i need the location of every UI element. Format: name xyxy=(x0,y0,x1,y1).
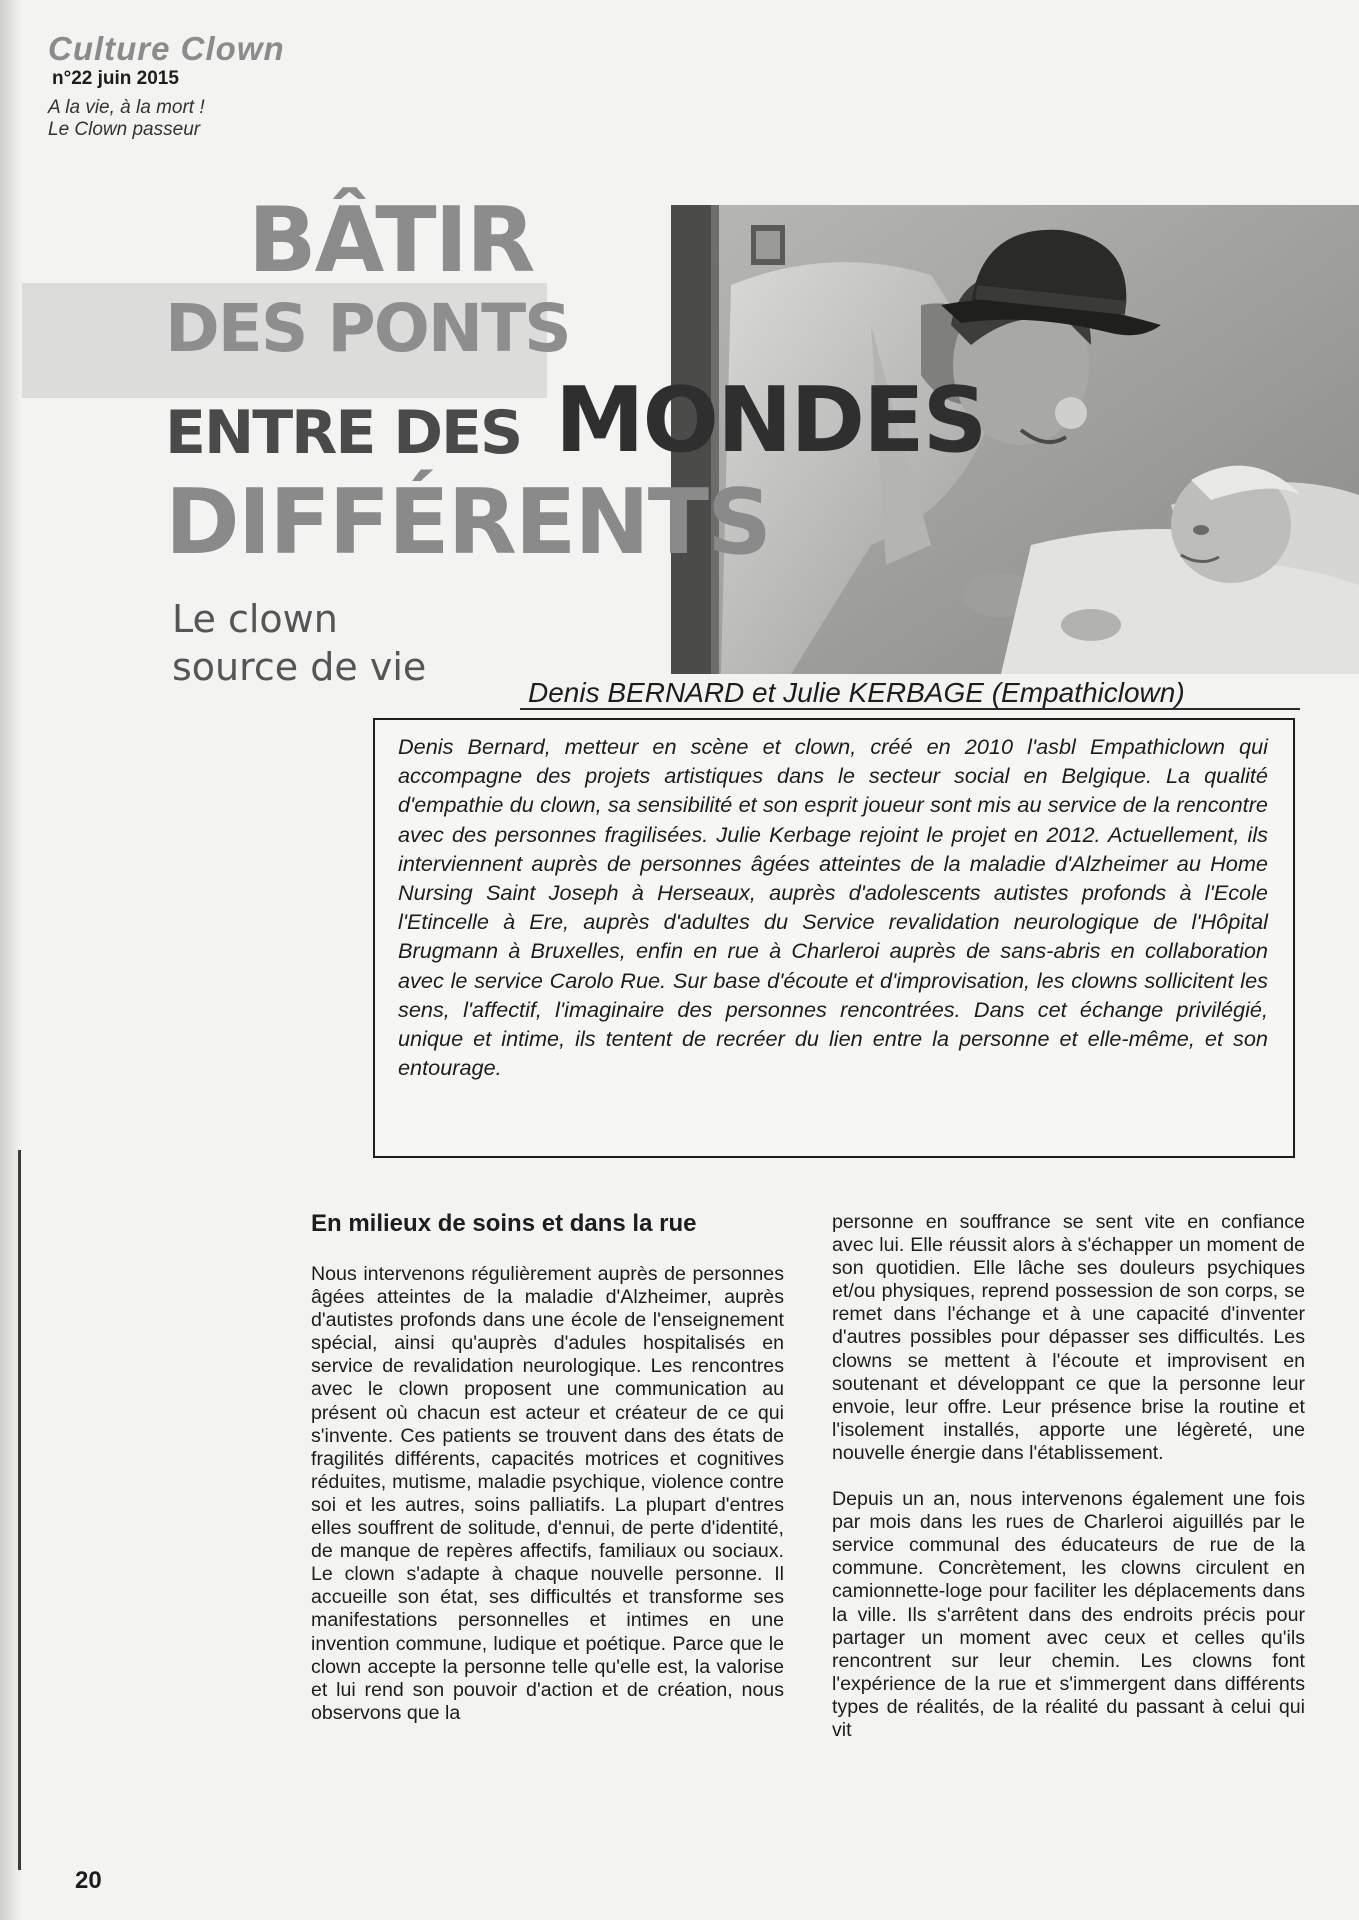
headline-line-entre-des: ENTRE DES xyxy=(165,398,522,468)
magazine-title: Culture Clown xyxy=(48,30,285,67)
page-number: 20 xyxy=(75,1867,102,1894)
headline-line-differents: DIFFÉRENTS xyxy=(165,470,770,575)
headline-line-des-ponts: DES PONTS xyxy=(165,290,570,367)
issue-number: n°22 juin 2015 xyxy=(52,68,179,89)
section-heading: En milieux de soins et dans la rue xyxy=(311,1210,697,1237)
body-paragraph-right-1: personne en souffrance se sent vite en confiance avec lui. Elle réussit alors à s'échapper un moment de son quotidien. Elle lâche ses douleurs psychiques et/ou physiques, reprend possession de son corps, se remet dans l'échange et à une capacité d'inventer d'autres possibles pour dépasser ses difficultés. Les clowns se mettent à l'écoute et improvisent en soutenant et développant ce que la personne leur envoie, leur offre. Leur présence brise la routine et l'isolement installés, apporte une légèreté, une nouvelle énergie dans l'établissement. xyxy=(832,1211,1305,1464)
article-authors: Denis BERNARD et Julie KERBAGE (Empathiclown) xyxy=(528,677,1185,708)
subtitle-line-2: source de vie xyxy=(172,645,427,689)
headline-line-mondes: MONDES xyxy=(555,368,986,473)
authors-underline xyxy=(520,708,1300,710)
intro-box xyxy=(373,718,1295,1158)
subtitle-line-1: Le clown xyxy=(172,597,338,641)
body-paragraph-left: Nous intervenons régulièrement auprès de personnes âgées atteintes de la maladie d'Alzheimer, auprès d'autistes profonds dans une école de l'enseignement spécial, ainsi qu'auprès d'adules hospitalisés en service de revalidation neurologique. Les rencontres avec le clown proposent une communication au présent où chacun est acteur et créateur de ce qui s'invente. Ces patients se trouvent dans des états de fragilités différents, capacités motrices et cognitives réduites, mutisme, maladie psychique, violence contre soi et les autres, soins palliatifs. La plupart d'entres elles souffrent de solitude, d'ennui, de perte d'identité, de manque de repères affectifs, familiaux ou sociaux. Le clown s'adapte à chaque nouvelle personne. Il accueille son état, ses difficultés et transforme ses manifestations personnelles et intimes en une invention commune, ludique et poétique. Parce que le clown accepte la personne telle qu'elle est, la valorise et lui rend son pouvoir d'action et de création, nous observons que la xyxy=(311,1263,784,1724)
article-subtitle xyxy=(172,595,426,691)
body-paragraph-right-2: Depuis un an, nous intervenons également une fois par mois dans les rues de Charleroi aiguillés par le service communal des éducateurs de rue de la commune. Concrètement, les clowns circulent en camionnette-loge pour faciliter les déplacements dans la ville. Ils s'arrêtent dans des endroits précis pour partager un moment avec ceux et celles qu'ils rencontrent sur leur chemin. Les clowns font l'expérience de la rue et s'immergent dans différents types de réalités, de la réalité du passant à celui qui vit xyxy=(832,1488,1305,1741)
headline-line-batir: BÂTIR xyxy=(248,188,534,293)
column-left xyxy=(311,1210,784,1725)
issue-theme-line-1: A la vie, à la mort ! xyxy=(48,97,205,118)
spine-edge-line xyxy=(18,1150,21,1870)
intro-paragraph: Denis Bernard, metteur en scène et clown, créé en 2010 l'asbl Empathiclown qui accompagne des projets artistiques dans le secteur social en Belgique. La qualité d'empathie du clown, sa sensibilité et son esprit joueur sont mis au service de la rencontre avec des personnes fragilisées. Julie Kerbage rejoint le projet en 2012. Actuellement, ils interviennent auprès de personnes âgées atteintes de la maladie d'Alzheimer au Home Nursing Saint Joseph à Herseaux, auprès d'adolescents autistes profonds à l'Ecole l'Etincelle à Ere, auprès d'adultes du Service revalidation neurologique de l'Hôpital Brugmann à Bruxelles, enfin en rue à Charleroi auprès de sans-abris en collaboration avec le service Carolo Rue. Sur base d'écoute et d'improvisation, les clowns sollicitent les sens, l'affectif, l'imaginaire des personnes rencontrées. Dans cet échange privilégié, unique et intime, ils tentent de recréer du lien entre la personne et elle-même, et son entourage. xyxy=(398,734,1268,1081)
column-right xyxy=(832,1211,1305,1742)
issue-theme xyxy=(48,97,205,141)
issue-theme-line-2: Le Clown passeur xyxy=(48,119,201,140)
